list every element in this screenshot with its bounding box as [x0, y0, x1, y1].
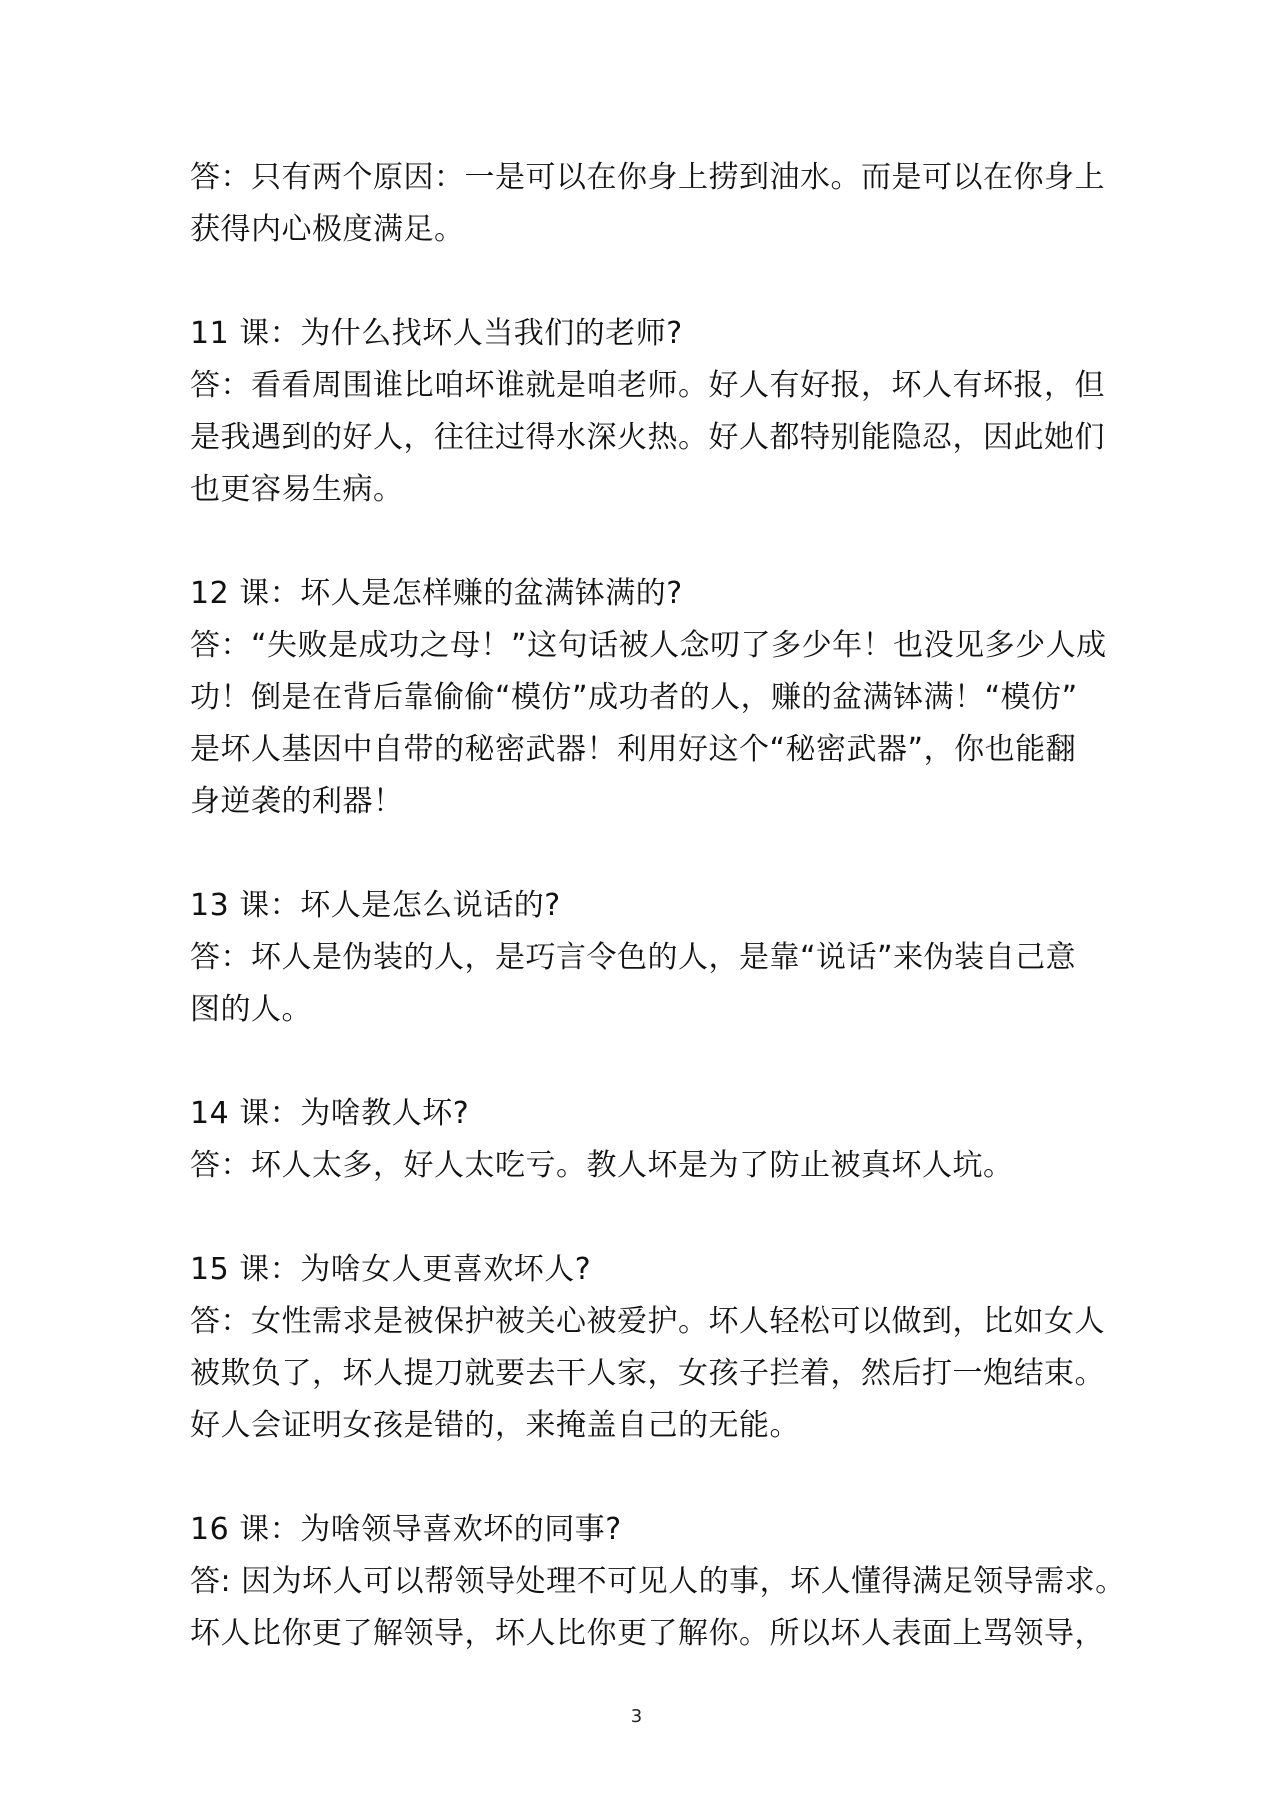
answer-line: 也更容易生病。	[190, 472, 404, 507]
lesson-heading: 13 课：坏人是怎么说话的?	[190, 888, 561, 923]
answer-line: 答：看看周围谁比咱坏谁就是咱老师。好人有好报，坏人有坏报，但	[190, 368, 1105, 403]
lesson-heading: 16 课：为啥领导喜欢坏的同事?	[190, 1512, 622, 1547]
answer-line: 功！倒是在背后靠偷偷“模仿”成功者的人，赚的盆满钵满！“模仿”	[190, 680, 1078, 715]
section	[190, 880, 1090, 1036]
paragraph-gap	[190, 256, 1090, 308]
answer-line: 坏人比你更了解领导，坏人比你更了解你。所以坏人表面上骂领导，	[190, 1616, 1105, 1651]
section	[190, 1088, 1090, 1192]
answer-line: 是我遇到的好人，往往过得水深火热。好人都特别能隐忍，因此她们	[190, 420, 1105, 455]
answer-line: 答：“失败是成功之母！”这句话被人念叨了多少年！也没见多少人成	[190, 628, 1107, 663]
answer-line: 好人会证明女孩是错的，来掩盖自己的无能。	[190, 1408, 800, 1443]
paragraph-gap	[190, 1036, 1090, 1088]
section	[190, 1244, 1105, 1452]
paragraph-gap	[190, 828, 1090, 880]
answer-line: 身逆袭的利器！	[190, 784, 404, 819]
answer-line: 答: 因为坏人可以帮领导处理不可见人的事，坏人懂得满足领导需求。	[190, 1564, 1126, 1599]
section	[190, 308, 1105, 516]
answer-line: 是坏人基因中自带的秘密武器！利用好这个“秘密武器”，你也能翻	[190, 732, 1077, 767]
page-content	[190, 152, 1126, 1660]
page-number: 3	[630, 1706, 643, 1727]
lesson-heading: 12 课：坏人是怎样赚的盆满钵满的?	[190, 576, 683, 611]
section	[190, 152, 1105, 256]
section	[190, 568, 1107, 828]
paragraph-gap	[190, 1452, 1090, 1504]
answer-line: 答：坏人太多，好人太吃亏。教人坏是为了防止被真坏人坑。	[190, 1148, 1014, 1183]
paragraph-gap	[190, 1192, 1090, 1244]
answer-line: 答：女性需求是被保护被关心被爱护。坏人轻松可以做到，比如女人	[190, 1304, 1105, 1339]
lesson-heading: 11 课：为什么找坏人当我们的老师?	[190, 316, 683, 351]
section	[190, 1504, 1126, 1660]
answer-line: 答：只有两个原因：一是可以在你身上捞到油水。而是可以在你身上	[190, 160, 1105, 195]
lesson-heading: 14 课：为啥教人坏?	[190, 1096, 470, 1131]
answer-line: 被欺负了，坏人提刀就要去干人家，女孩子拦着，然后打一炮结束。	[190, 1356, 1105, 1391]
answer-line: 获得内心极度满足。	[190, 212, 465, 247]
answer-line: 图的人。	[190, 992, 312, 1027]
paragraph-gap	[190, 516, 1090, 568]
lesson-heading: 15 课：为啥女人更喜欢坏人?	[190, 1252, 592, 1287]
answer-line: 答：坏人是伪装的人，是巧言令色的人，是靠“说话”来伪装自己意	[190, 940, 1077, 975]
